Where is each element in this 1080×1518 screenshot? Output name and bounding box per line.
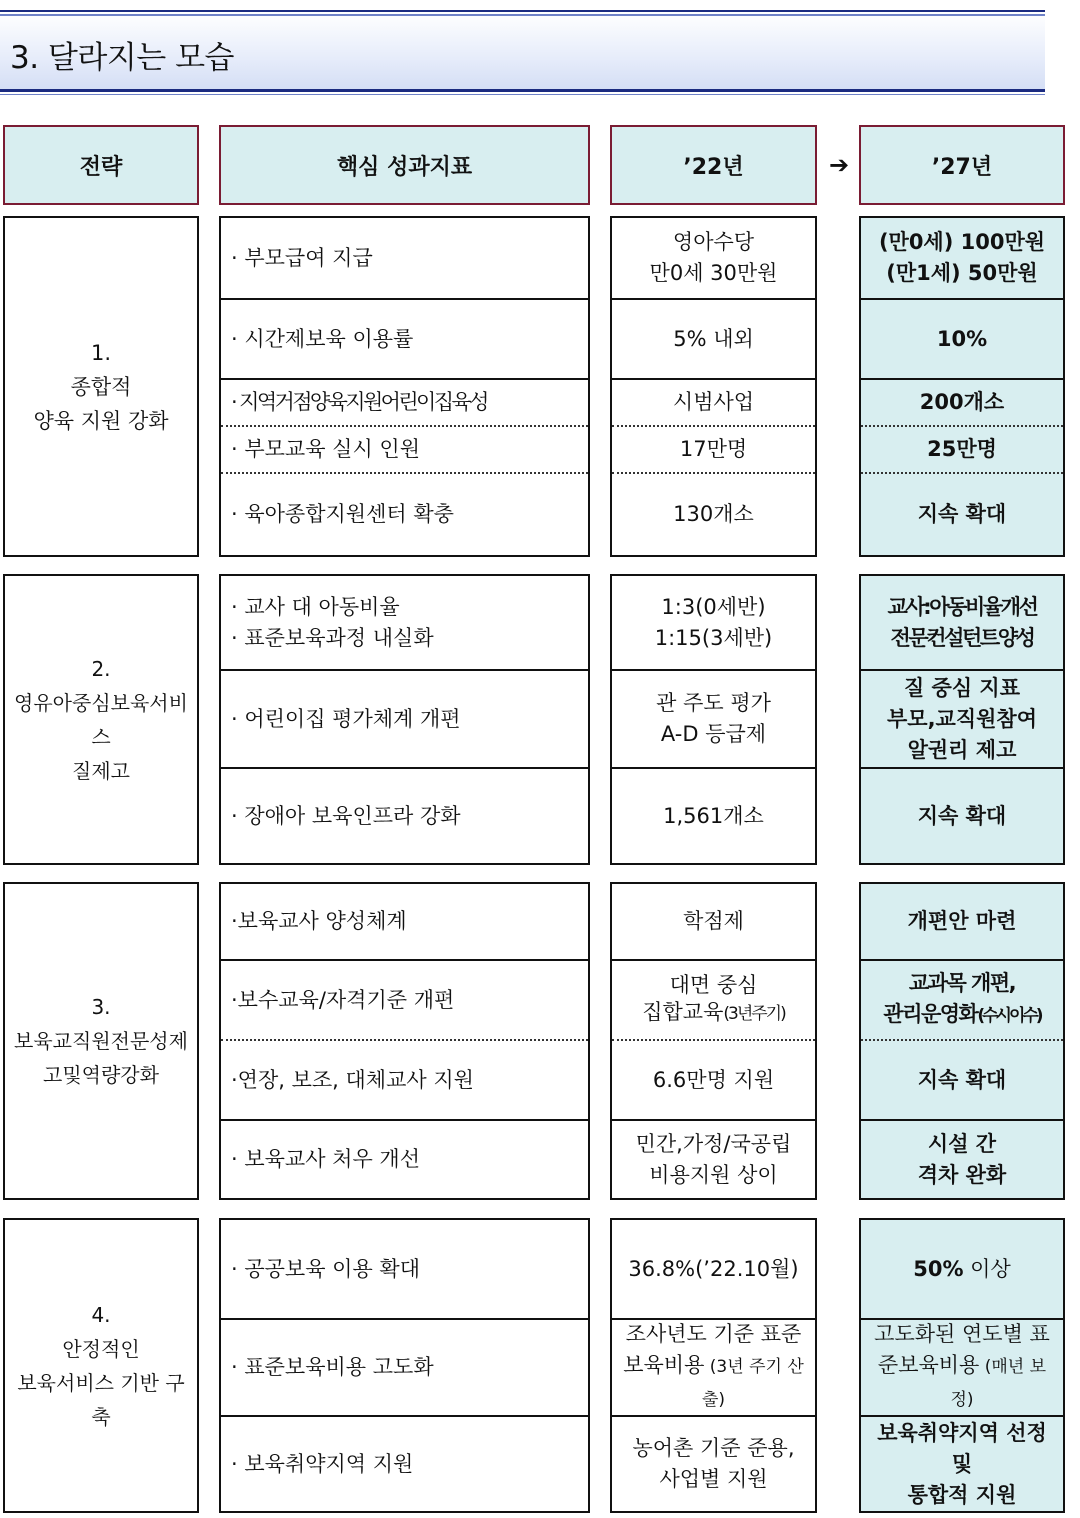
y2027-column-2	[859, 574, 1065, 865]
y2022-column-1	[610, 216, 817, 557]
y2027-note: (매년 보 정)	[950, 1357, 1047, 1410]
arrow-right-icon: ➔	[828, 151, 850, 179]
header-strategy: 전략	[3, 125, 199, 205]
indicator-cell: · 부모교육 실시 인원	[221, 425, 588, 472]
y2022-cell: 17만명	[612, 425, 815, 472]
y2022-cell: 학점제	[683, 909, 744, 933]
strategy-1: 1. 종합적 양육 지원 강화	[3, 216, 199, 557]
indicator-column-2	[219, 574, 590, 865]
y2027-cell	[861, 1318, 1063, 1415]
indicator-cell: · 지역거점양육지원어린이집육성	[221, 378, 588, 425]
y2027-cell: 교사:아동비율개선 전문컨설턴트양성	[887, 594, 1037, 650]
y2027-column-1	[859, 216, 1065, 557]
y2027-main: 교과목 개편, 관리운영화	[883, 971, 1016, 1026]
indicator-cell: ·연장, 보조, 대체교사 지원	[221, 1039, 588, 1119]
page-title: 3. 달라지는 모습	[10, 40, 234, 76]
indicator-column-4	[219, 1218, 590, 1513]
y2027-cell: 질 중심 지표 부모,교직원참여 알권리 제고	[861, 669, 1063, 767]
indicator-cell: · 보육교사 처우 개선	[221, 1119, 588, 1198]
y2027-cell: 보육취약지역 선정 및 통합적 지원	[861, 1415, 1063, 1511]
y2027-cell	[861, 1220, 1063, 1318]
strategy-3: 3. 보육교직원전문성제 고및역량강화	[3, 882, 199, 1200]
indicator-cell: · 보육취약지역 지원	[221, 1415, 588, 1511]
y2022-cell: 36.8%(’22.10월)	[628, 1256, 799, 1281]
y2022-cell: 1,561개소	[612, 767, 815, 863]
indicator-cell: · 교사 대 아동비율 · 표준보육과정 내실화	[231, 594, 434, 650]
strategy-2: 2. 영유아중심보육서비스 질제고	[3, 574, 199, 865]
indicator-cell: · 어린이집 평가체계 개편	[221, 669, 588, 767]
y2027-column-3	[859, 882, 1065, 1200]
y2027-cell: 지속 확대	[861, 472, 1063, 555]
indicator-cell: · 부모급여 지급	[231, 245, 373, 270]
indicator-cell: ·보육교사 양성체계	[231, 909, 407, 933]
y2027-cell: 200개소	[861, 378, 1063, 425]
y2022-cell: 5% 내외	[612, 298, 815, 378]
y2022-cell	[612, 959, 815, 1039]
y2022-main: 조사년도 기준 표준 보육비용	[623, 1322, 802, 1377]
indicator-cell: · 장애아 보육인프라 강화	[221, 767, 588, 863]
indicator-cell: · 시간제보육 이용률	[221, 298, 588, 378]
y2022-cell: 농어촌 기준 준용, 사업별 지원	[612, 1415, 815, 1511]
y2022-main: 대면 중심 집합교육	[642, 973, 758, 1024]
y2027-cell: 개편안 마련	[907, 909, 1017, 933]
strategy-4: 4. 안정적인 보육서비스 기반 구 축	[3, 1218, 199, 1513]
y2027-cell: 지속 확대	[861, 1039, 1063, 1119]
y2027-cell: 시설 간 격차 완화	[861, 1119, 1063, 1198]
indicator-cell: · 표준보육비용 고도화	[221, 1318, 588, 1415]
y2022-note: (3년주기)	[723, 1004, 785, 1024]
y2022-column-2	[610, 574, 817, 865]
header-2027: ’27년	[859, 125, 1065, 205]
y2022-cell: 영아수당 만0세 30만원	[649, 230, 778, 285]
indicator-cell: · 육아종합지원센터 확충	[221, 472, 588, 555]
y2022-cell: 관 주도 평가 A-D 등급제	[612, 669, 815, 767]
title-bar	[0, 10, 1045, 90]
y2027-main: 고도화된 연도별 표 준보육비용	[874, 1322, 1050, 1377]
y2022-cell: 130개소	[612, 472, 815, 555]
y2027-note: (수시이수)	[977, 1006, 1041, 1026]
indicator-cell: · 공공보육 이용 확대	[231, 1256, 420, 1281]
title-divider-thin	[0, 94, 1045, 95]
title-divider	[0, 89, 1045, 92]
y2027-cell: (만0세) 100만원 (만1세) 50만원	[878, 230, 1046, 285]
y2027-rest: 이상	[963, 1256, 1011, 1281]
y2027-cell: 지속 확대	[861, 767, 1063, 863]
indicator-column-1	[219, 216, 590, 557]
y2022-cell: 1:3(0세반) 1:15(3세반)	[654, 594, 773, 650]
y2022-cell: 6.6만명 지원	[612, 1039, 815, 1119]
y2022-cell	[612, 1318, 815, 1415]
y2022-cell: 민간,가정/국공립 비용지원 상이	[612, 1119, 815, 1198]
y2027-cell: 25만명	[861, 425, 1063, 472]
header-indicator: 핵심 성과지표	[219, 125, 590, 205]
y2022-cell: 시범사업	[612, 378, 815, 425]
y2027-column-4	[859, 1218, 1065, 1513]
y2022-note: (3년 주기 산 출)	[701, 1357, 804, 1410]
y2022-column-4	[610, 1218, 817, 1513]
indicator-cell: ·보수교육/자격기준 개편	[221, 959, 588, 1039]
y2022-column-3	[610, 882, 817, 1200]
y2027-cell	[861, 959, 1063, 1039]
header-2022: ’22년	[610, 125, 817, 205]
y2027-main: 50%	[913, 1256, 964, 1281]
y2027-cell: 10%	[861, 298, 1063, 378]
indicator-column-3	[219, 882, 590, 1200]
